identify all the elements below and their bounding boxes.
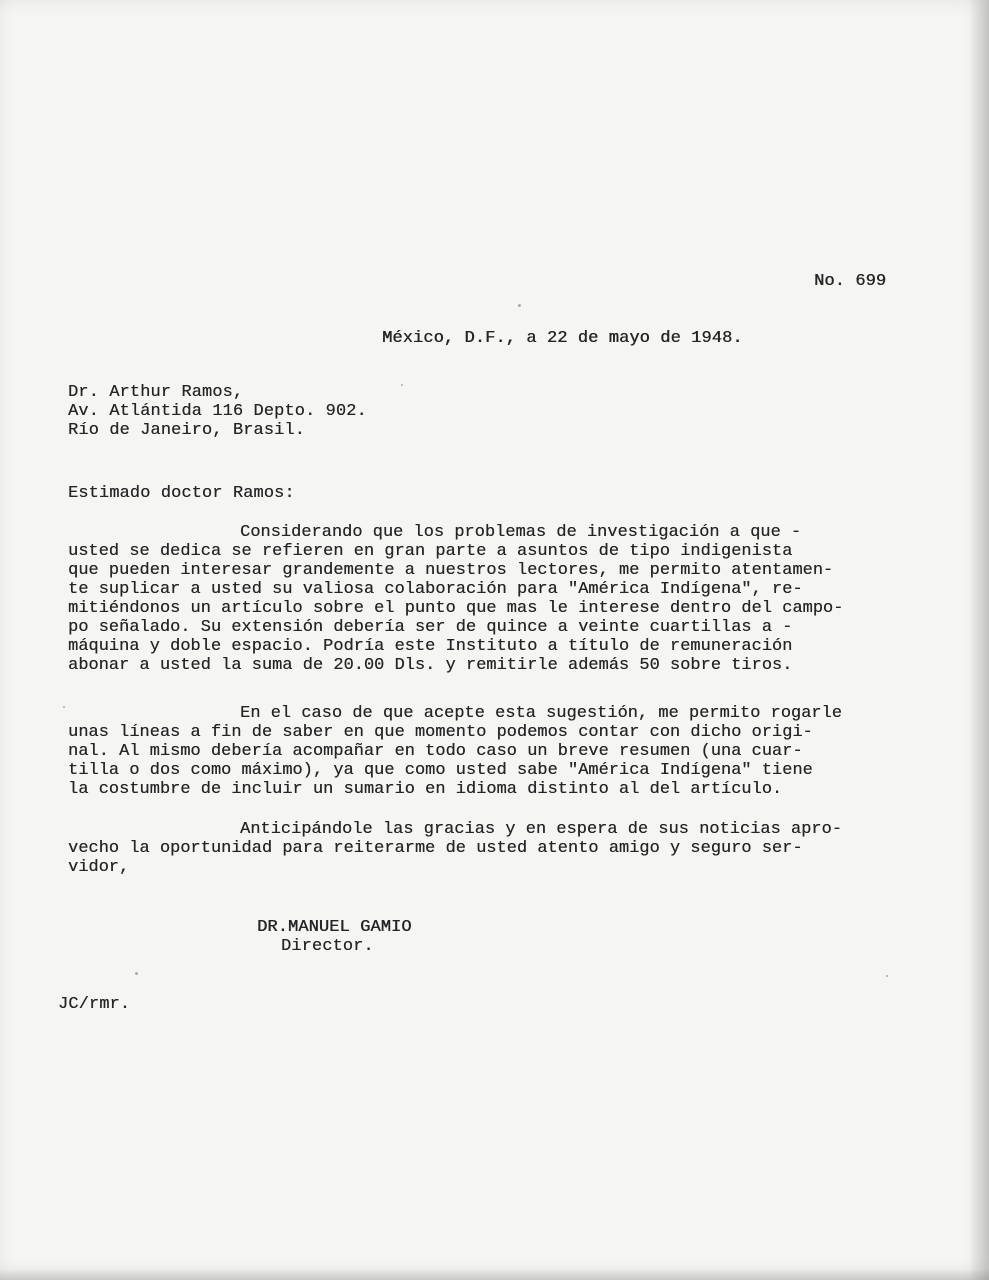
salutation: Estimado doctor Ramos: xyxy=(68,484,295,503)
recipient-name: Dr. Arthur Ramos, xyxy=(68,383,244,402)
paper-right-edge-shadow xyxy=(971,0,989,1280)
paragraph-3-line: vidor, xyxy=(68,858,130,877)
paragraph-2-line: la costumbre de incluir un sumario en idioma distinto al del artículo. xyxy=(68,780,783,799)
recipient-street: Av. Atlántida 116 Depto. 902. xyxy=(68,402,367,421)
reference-initials: JC/rmr. xyxy=(58,995,131,1014)
paper-speck xyxy=(135,972,138,975)
signature-title: Director. xyxy=(281,937,374,956)
paragraph-3-line: vecho la oportunidad para reiterarme de usted atento amigo y seguro ser- xyxy=(68,839,803,858)
paragraph-3-line: Anticipándole las gracias y en espera de sus noticias apro- xyxy=(240,820,842,839)
paper-speck xyxy=(401,384,403,386)
paragraph-1-line: po señalado. Su extensión debería ser de quince a veinte cuartillas a - xyxy=(68,618,793,637)
paragraph-1-line: usted se dedica se refieren en gran parte a asuntos de tipo indigenista xyxy=(68,542,793,561)
paragraph-1-line: Considerando que los problemas de investigación a que - xyxy=(240,523,802,542)
paragraph-2-line: En el caso de que acepte esta sugestión, me permito rogarle xyxy=(240,704,842,723)
paper-speck xyxy=(886,975,888,977)
paragraph-2-line: unas líneas a fin de saber en que momento podemos contar con dicho origi- xyxy=(68,723,813,742)
paragraph-2-line: tilla o dos como máximo), ya que como usted sabe "América Indígena" tiene xyxy=(68,761,813,780)
paper-bottom-edge-shadow xyxy=(0,1270,989,1280)
signature-name: DR.MANUEL GAMIO xyxy=(257,918,412,937)
paragraph-1-line: mitiéndonos un artículo sobre el punto que mas le interese dentro del campo- xyxy=(68,599,844,618)
paper-speck xyxy=(518,304,521,307)
recipient-city: Río de Janeiro, Brasil. xyxy=(68,421,305,440)
paragraph-2-line: nal. Al mismo debería acompañar en todo caso un breve resumen (una cuar- xyxy=(68,742,803,761)
letter-number: No. 699 xyxy=(814,272,887,291)
paragraph-1-line: abonar a usted la suma de 20.00 Dls. y remitirle además 50 sobre tiros. xyxy=(68,656,793,675)
date-line: México, D.F., a 22 de mayo de 1948. xyxy=(382,329,743,348)
paper-speck xyxy=(63,706,65,708)
paragraph-1-line: que pueden interesar grandemente a nuestros lectores, me permito atentamen- xyxy=(68,561,834,580)
paragraph-1-line: te suplicar a usted su valiosa colaboración para "América Indígena", re- xyxy=(68,580,803,599)
paragraph-1-line: máquina y doble espacio. Podría este Instituto a título de remuneración xyxy=(68,637,793,656)
